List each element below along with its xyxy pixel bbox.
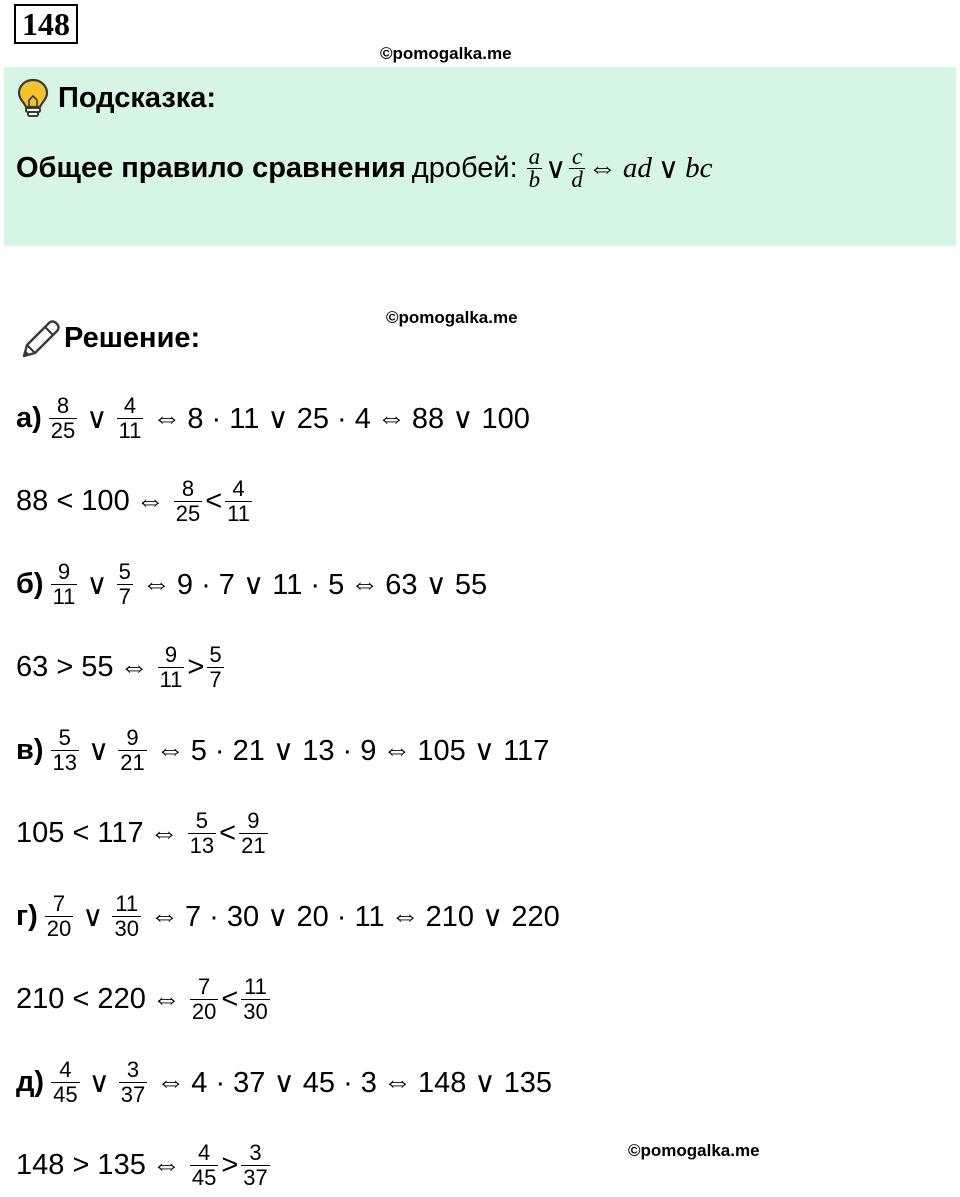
rule-frac1-den: b (528, 167, 541, 192)
numerator: 9 (164, 641, 178, 667)
fraction (158, 643, 185, 692)
item-b-conclusion (16, 637, 227, 697)
iff-symbol: ⇔ (119, 650, 149, 683)
iff-symbol: ⇔ (141, 567, 171, 600)
denominator: 20 (191, 998, 217, 1024)
comparison: 88 < 100 (16, 484, 130, 517)
denominator: 37 (243, 1164, 268, 1190)
rule-fraction-a-b (527, 146, 543, 191)
comparison: 105 < 117 (16, 816, 144, 849)
rule-frac1-num: a (528, 144, 541, 169)
denominator: 45 (53, 1081, 78, 1107)
fraction (118, 726, 146, 775)
numerator: 4 (123, 392, 137, 418)
numerator: 5 (58, 724, 71, 750)
item-g-cross-multiplication (16, 886, 560, 946)
vee-symbol: ∨ (82, 900, 104, 933)
comparison-sign: < (219, 816, 237, 849)
item-v-conclusion (16, 803, 271, 863)
comparison-rule (16, 146, 713, 191)
iff-symbol: ⇔ (135, 484, 165, 517)
fraction (174, 477, 202, 526)
fraction (188, 809, 216, 858)
numerator: 4 (232, 475, 245, 501)
cross-products: 5 · 21 ∨ 13 · 9 (190, 734, 377, 767)
numerator: 8 (181, 475, 195, 501)
denominator: 37 (120, 1081, 146, 1107)
comparison: 210 < 220 (16, 982, 146, 1015)
denominator: 11 (118, 417, 142, 443)
iff-symbol: ⇔ (149, 899, 179, 932)
denominator: 13 (52, 749, 77, 775)
iff-symbol: ⇔ (382, 733, 412, 766)
numerator: 11 (115, 890, 139, 916)
comparison-sign: > (221, 1148, 239, 1181)
lightbulb-icon (16, 78, 50, 123)
denominator: 25 (50, 417, 76, 443)
numerator: 3 (249, 1139, 262, 1165)
denominator: 21 (120, 749, 145, 775)
item-v-cross-multiplication (16, 720, 549, 780)
item-label: а) (16, 401, 42, 434)
fraction (119, 1058, 147, 1107)
numerator: 3 (126, 1056, 140, 1082)
numerator: 11 (244, 973, 267, 999)
item-a-cross-multiplication (16, 388, 530, 448)
iff-symbol: ⇔ (151, 1148, 181, 1181)
denominator: 11 (159, 666, 183, 692)
item-d-cross-multiplication (16, 1052, 552, 1112)
rule-bold: Общее правило сравнения (16, 152, 406, 184)
numerator: 5 (118, 558, 131, 584)
denominator: 13 (189, 832, 215, 858)
watermark-bottom: ©pomogalka.me (628, 1141, 760, 1160)
numerator: 4 (197, 1139, 211, 1165)
numerator: 5 (195, 807, 209, 833)
fraction (51, 560, 78, 609)
iff-symbol: ⇔ (151, 982, 181, 1015)
comparison: 63 > 55 (16, 650, 114, 683)
item-a-conclusion (16, 471, 255, 531)
denominator: 11 (227, 500, 250, 526)
cross-products: 9 · 7 ∨ 11 · 5 (176, 568, 345, 601)
fraction (112, 892, 140, 941)
fraction (239, 809, 267, 858)
iff-symbol: ⇔ (155, 733, 185, 766)
products: 63 ∨ 55 (385, 568, 488, 601)
item-d-conclusion (16, 1135, 273, 1195)
fraction (51, 726, 79, 775)
denominator: 30 (243, 998, 268, 1024)
numerator: 8 (56, 392, 70, 418)
fraction (51, 1058, 79, 1107)
iff-symbol: ⇔ (390, 899, 420, 932)
products: 88 ∨ 100 (411, 402, 530, 435)
denominator: 7 (209, 666, 222, 692)
iff-symbol: ⇔ (382, 1065, 412, 1098)
cross-products: 7 · 30 ∨ 20 · 11 (184, 900, 385, 933)
hint-title: Подсказка: (58, 82, 217, 114)
rule-left-product: ad (622, 152, 652, 184)
fraction (49, 394, 77, 443)
item-g-conclusion (16, 969, 273, 1029)
numerator: 7 (197, 973, 211, 999)
rule-right-product: bc (685, 152, 713, 184)
pencil-icon (18, 318, 62, 367)
iff-symbol: ⇔ (156, 1065, 186, 1098)
cross-products: 8 · 11 ∨ 25 · 4 (187, 402, 371, 435)
comparison: 148 > 135 (16, 1148, 146, 1181)
rule-text: дробей: (411, 152, 518, 184)
denominator: 20 (46, 915, 72, 941)
denominator: 25 (175, 500, 201, 526)
vee-symbol: ∨ (88, 1066, 110, 1099)
rule-iff: ⇔ (587, 152, 617, 184)
item-b-cross-multiplication (16, 554, 487, 614)
item-label: в) (16, 733, 44, 766)
denominator: 45 (191, 1164, 217, 1190)
comparison-sign: < (205, 484, 223, 517)
iff-symbol: ⇔ (350, 567, 380, 600)
iff-symbol: ⇔ (152, 401, 182, 434)
fraction (241, 975, 269, 1024)
watermark-middle: ©pomogalka.me (386, 308, 518, 327)
numerator: 9 (247, 807, 260, 833)
comparison-sign: > (187, 650, 205, 683)
fraction (117, 560, 133, 609)
products: 105 ∨ 117 (417, 734, 550, 767)
comparison-sign: < (221, 982, 239, 1015)
fraction (225, 477, 252, 526)
rule-frac2-num: c (572, 144, 583, 169)
fraction (190, 1141, 218, 1190)
iff-symbol: ⇔ (149, 816, 179, 849)
denominator: 21 (241, 832, 266, 858)
denominator: 7 (118, 583, 131, 609)
rule-vee-2: ∨ (657, 153, 680, 185)
fraction (207, 643, 223, 692)
item-label: г) (16, 899, 38, 932)
vee-symbol: ∨ (87, 734, 110, 767)
numerator: 9 (57, 558, 71, 584)
vee-symbol: ∨ (86, 402, 108, 435)
products: 148 ∨ 135 (417, 1066, 553, 1099)
watermark-top: ©pomogalka.me (380, 44, 512, 63)
cross-products: 4 · 37 ∨ 45 · 3 (191, 1066, 377, 1099)
numerator: 9 (126, 724, 139, 750)
fraction (117, 394, 144, 443)
denominator: 11 (52, 583, 76, 609)
numerator: 7 (52, 890, 66, 916)
numerator: 5 (209, 641, 222, 667)
products: 210 ∨ 220 (425, 900, 560, 933)
rule-fraction-c-d (569, 146, 585, 191)
denominator: 30 (114, 915, 139, 941)
fraction (45, 892, 73, 941)
rule-vee-1: ∨ (545, 153, 567, 185)
iff-symbol: ⇔ (376, 401, 406, 434)
fraction (241, 1141, 269, 1190)
rule-frac2-den: d (571, 167, 583, 192)
task-number: 148 (14, 4, 78, 44)
vee-symbol: ∨ (86, 568, 108, 601)
item-label: б) (16, 567, 44, 600)
numerator: 4 (59, 1056, 72, 1082)
fraction (190, 975, 218, 1024)
solution-title: Решение: (64, 322, 201, 354)
item-label: д) (16, 1065, 45, 1098)
